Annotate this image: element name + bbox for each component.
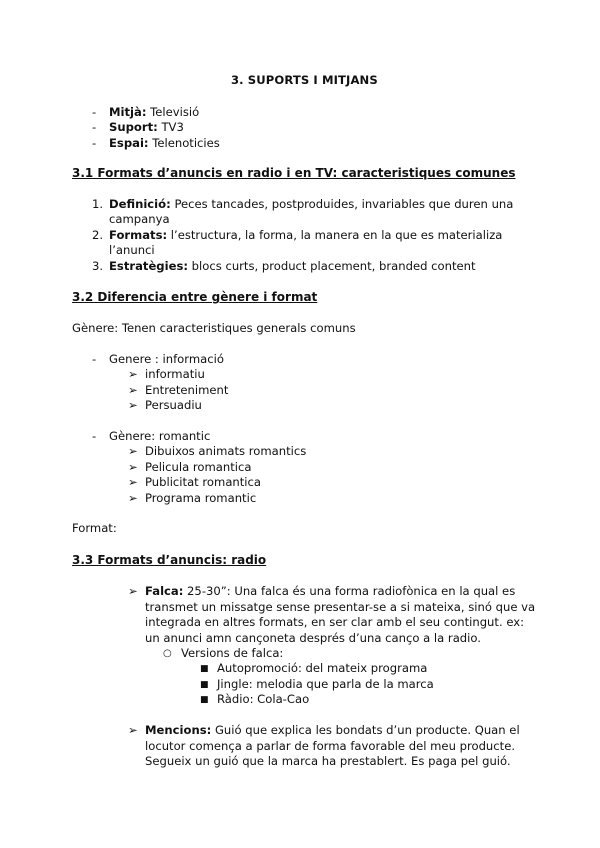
- item-text: 25-30”: Una falca és una forma radiofònica en la qual es: [183, 584, 516, 598]
- item-label: Falca:: [145, 584, 184, 598]
- list-item-formats: [109, 228, 502, 243]
- genre-label: Genere : informació: [109, 352, 224, 366]
- arrow-bullet-icon: ➢: [128, 491, 138, 505]
- item-text: Televisió: [146, 105, 200, 119]
- falca-line: transmet un missatge sense presentar-se a si mateixa, sinó que va: [145, 600, 536, 614]
- item-text: Telenoticies: [148, 136, 220, 150]
- version-item: Jingle: melodia que parla de la marca: [217, 677, 434, 691]
- list-bullet: -: [92, 120, 97, 134]
- list-bullet: -: [92, 352, 97, 366]
- square-bullet-icon: ■: [200, 664, 209, 674]
- item-text: TV3: [157, 120, 184, 134]
- version-item: Autopromoció: del mateix programa: [217, 661, 428, 675]
- mencions-line: Segueix un guió que la marca ha prestablert. Es paga pel guió.: [145, 754, 511, 768]
- list-item-suport: [109, 120, 184, 135]
- version-item: Ràdio: Cola-Cao: [217, 692, 310, 706]
- item-label: Estratègies:: [109, 259, 188, 273]
- section-heading-3-2: 3.2 Diferencia entre gènere i format: [72, 290, 318, 304]
- mencions-line: [145, 723, 520, 738]
- list-item: Dibuixos animats romantics: [145, 444, 307, 458]
- section-heading-3-1: 3.1 Formats d’anuncis en radio i en TV: caracteristiques comunes: [72, 166, 516, 180]
- list-item-continuation: campanya: [109, 212, 170, 226]
- genre-label: Gènere: romantic: [109, 429, 211, 443]
- list-item: Programa romantic: [145, 491, 257, 505]
- list-item-mitja: [109, 105, 199, 120]
- section-heading-3-3: 3.3 Formats d’anuncis: radio: [72, 553, 267, 567]
- falca-line: [145, 584, 515, 599]
- square-bullet-icon: ■: [200, 680, 209, 690]
- arrow-bullet-icon: ➢: [128, 460, 138, 474]
- arrow-bullet-icon: ➢: [128, 584, 138, 598]
- item-label: Mitjà:: [109, 105, 147, 119]
- item-text: Peces tancades, postproduides, invariables que duren una: [170, 197, 514, 211]
- genre-definition: Gènere: Tenen caracteristiques generals comuns: [72, 321, 356, 335]
- arrow-bullet-icon: ➢: [128, 383, 138, 397]
- falca-line: un anunci amn cançoneta després d’una canço a la radio.: [145, 631, 481, 645]
- list-number: 3.: [92, 259, 104, 273]
- arrow-bullet-icon: ➢: [128, 367, 138, 381]
- list-item-continuation: l’anunci: [109, 243, 155, 257]
- list-item: Persuadiu: [145, 398, 202, 412]
- list-number: 1.: [92, 197, 104, 211]
- list-item-espai: [109, 136, 220, 151]
- arrow-bullet-icon: ➢: [128, 398, 138, 412]
- item-label: Espai:: [109, 136, 149, 150]
- item-label: Formats:: [109, 228, 168, 242]
- item-label: Mencions:: [145, 723, 212, 737]
- arrow-bullet-icon: ➢: [128, 444, 138, 458]
- list-item: Entreteniment: [145, 383, 229, 397]
- item-label: Definició:: [109, 197, 171, 211]
- list-item: Pelicula romantica: [145, 460, 252, 474]
- list-bullet: -: [92, 429, 97, 443]
- arrow-bullet-icon: ➢: [128, 475, 138, 489]
- arrow-bullet-icon: ➢: [128, 723, 138, 737]
- mencions-line: locutor comença a parlar de forma favorable del meu producte.: [145, 739, 516, 753]
- list-item: Publicitat romantica: [145, 475, 262, 489]
- format-label: Format:: [72, 521, 117, 535]
- circle-bullet-icon: ○: [163, 648, 172, 659]
- item-label: Suport:: [109, 120, 158, 134]
- list-bullet: -: [92, 105, 97, 119]
- item-text: l’estructura, la forma, la manera en la que es materializa: [167, 228, 503, 242]
- list-bullet: -: [92, 136, 97, 150]
- page-title: 3. SUPORTS I MITJANS: [231, 73, 378, 87]
- item-text: blocs curts, product placement, branded content: [187, 259, 476, 273]
- square-bullet-icon: ■: [200, 695, 209, 705]
- falca-line: integrada en altres formats, en ser clar amb el seu contingut. ex:: [145, 615, 525, 629]
- list-item-definicio: [109, 197, 513, 212]
- item-text: Guió que explica les bondats d’un producte. Quan el: [211, 723, 520, 737]
- list-number: 2.: [92, 228, 104, 242]
- versions-label: Versions de falca:: [181, 646, 284, 660]
- list-item-estrategies: [109, 259, 476, 274]
- list-item: informatiu: [145, 367, 205, 381]
